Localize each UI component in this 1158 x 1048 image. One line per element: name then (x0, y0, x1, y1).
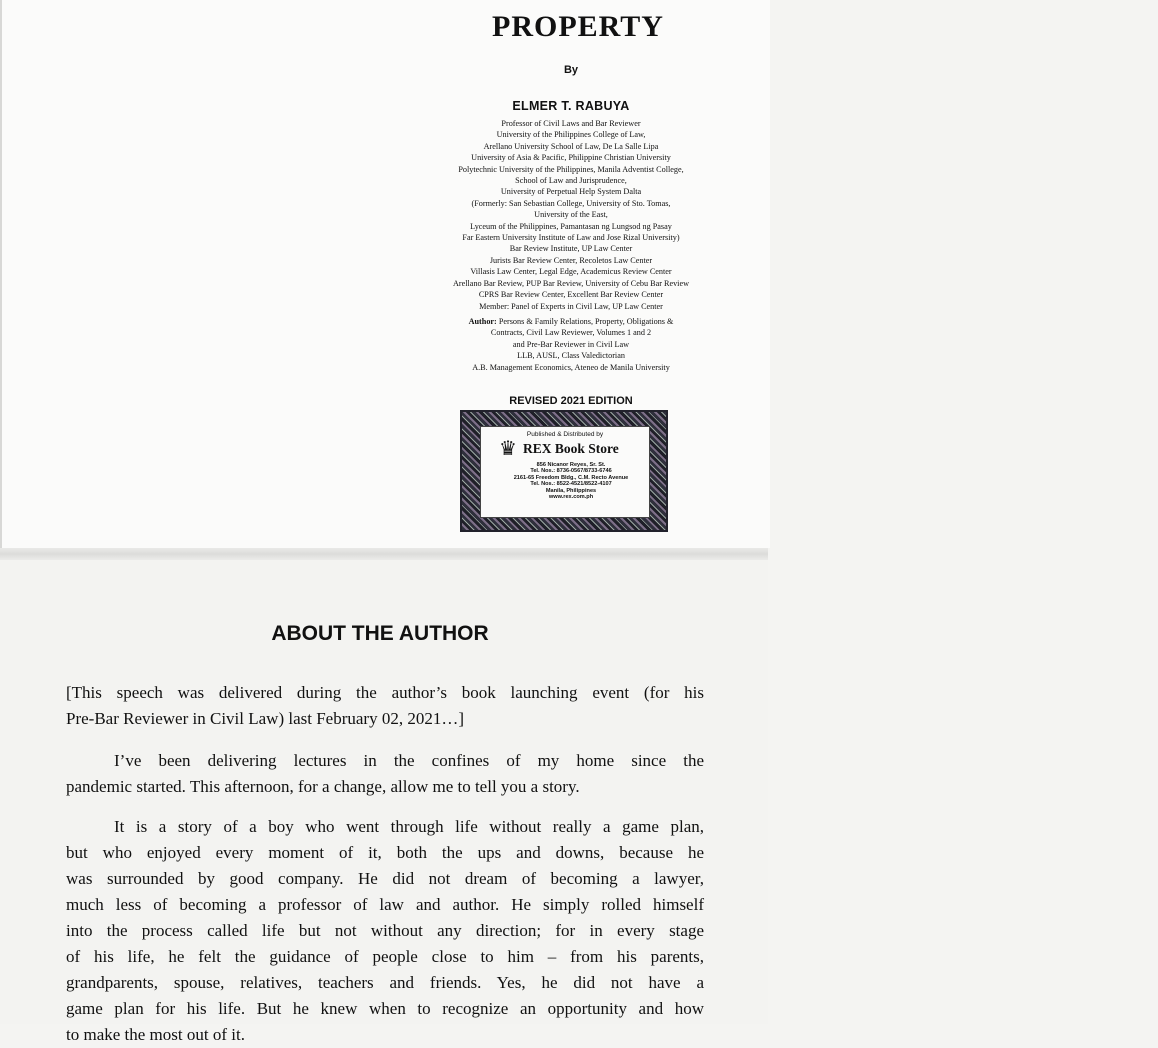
address-line: Tel. Nos.: 8522-4521/8522-4107 (530, 481, 612, 488)
published-by-label: Published & Distributed by (526, 431, 604, 438)
credential-line: University of the East, (534, 210, 608, 220)
credential-line: Jurists Bar Review Center, Recoletos Law Center (489, 255, 653, 265)
credential-line: Arellano Bar Review, PUP Bar Review, University of Cebu Bar Review (452, 278, 690, 288)
works-line: Persons & Family Relations, Property, Obligations & (498, 317, 674, 326)
works-line: Contracts, Civil Law Reviewer, Volumes 1 and 2 (490, 328, 652, 338)
paragraph-line: of his life, he felt the guidance of people close to him – from his parents, (66, 947, 704, 966)
publisher-stamp (460, 410, 668, 532)
credential-line: CPRS Bar Review Center, Excellent Bar Review Center (478, 290, 664, 300)
works-label: Author: (468, 317, 497, 326)
credential-line: Arellano University School of Law, De La Salle Lipa (483, 141, 659, 151)
page-divider (0, 548, 768, 560)
author-name: ELMER T. RABUYA (512, 99, 630, 113)
publisher-stamp-panel (480, 426, 650, 518)
paragraph-line: was surrounded by good company. He did not dream of becoming a lawyer, (66, 869, 704, 888)
crown-icon: ♛ (499, 438, 517, 460)
credential-line: Lyceum of the Philippines, Pamantasan ng Lungsod ng Pasay (470, 221, 672, 231)
paragraph-line: but who enjoyed every moment of it, both the ups and downs, because he (66, 843, 704, 862)
paragraph-line: Pre-Bar Reviewer in Civil Law) last February 02, 2021…] (66, 709, 464, 728)
address-line: 2161-65 Freedom Bldg., C.M. Recto Avenue (513, 474, 629, 481)
publisher-name: REX Book Store (523, 441, 619, 456)
credential-line: School of Law and Jurisprudence, (515, 176, 627, 186)
credential-line: Professor of Civil Laws and Bar Reviewer (501, 119, 641, 128)
credential-line: Member: Panel of Experts in Civil Law, UP Law Center (479, 301, 663, 311)
paragraph-line: into the process called life but not without any direction; for in every stage (66, 921, 704, 940)
works-line: LLB, AUSL, Class Valedictorian (517, 351, 625, 361)
credential-line: University of Asia & Pacific, Philippine Christian University (471, 153, 671, 163)
address-line: Manila, Philippines (545, 487, 597, 494)
edition-label: REVISED 2021 EDITION (509, 395, 633, 407)
paragraph-line: It is a story of a boy who went through life without really a game plan, (114, 817, 704, 836)
works-line: and Pre-Bar Reviewer in Civil Law (512, 339, 630, 349)
paragraph-line: to make the most out of it. (66, 1025, 245, 1044)
credential-line: University of Perpetual Help System Dalta (500, 187, 642, 197)
address-line: Tel. Nos.: 8736-0567/8733-6746 (530, 468, 612, 475)
paragraph-line: game plan for his life. But he knew when to recognize an opportunity and how (66, 999, 704, 1018)
works-first-line (396, 316, 746, 327)
intro-paragraph (66, 748, 704, 800)
paragraph-line: I’ve been delivering lectures in the confines of my home since the (114, 751, 704, 770)
publisher-address (491, 462, 651, 500)
author-works (396, 316, 746, 373)
credential-line: (Formerly: San Sebastian College, University of Sto. Tomas, (471, 198, 671, 208)
paragraph-line: [This speech was delivered during the author’s book launching event (for his (66, 683, 704, 702)
publisher-website: www.rex.com.ph (548, 494, 594, 501)
speech-note-paragraph (66, 680, 704, 732)
credential-line: Polytechnic University of the Philippines, Manila Adventist College, (458, 164, 684, 174)
author-credentials (396, 118, 746, 312)
book-title: PROPERTY (492, 10, 664, 43)
story-paragraph (66, 814, 704, 1044)
credential-line: Bar Review Institute, UP Law Center (509, 244, 633, 254)
by-line: By (563, 64, 579, 76)
credential-line: Villasis Law Center, Legal Edge, Academicus Review Center (470, 267, 672, 277)
credential-line: Far Eastern University Institute of Law and Jose Rizal University) (462, 233, 680, 243)
works-line: A.B. Management Economics, Ateneo de Manila University (472, 362, 670, 372)
section-heading: ABOUT THE AUTHOR (271, 622, 489, 645)
credential-line: University of the Philippines College of Law, (496, 130, 646, 140)
address-line: 856 Nicanor Reyes, Sr. St. (536, 462, 606, 468)
paragraph-line: pandemic started. This afternoon, for a change, allow me to tell you a story. (66, 777, 580, 796)
paragraph-line: grandparents, spouse, relatives, teachers and friends. Yes, he did not have a (66, 973, 704, 992)
paragraph-line: much less of becoming a professor of law and author. He simply rolled himself (66, 895, 704, 914)
